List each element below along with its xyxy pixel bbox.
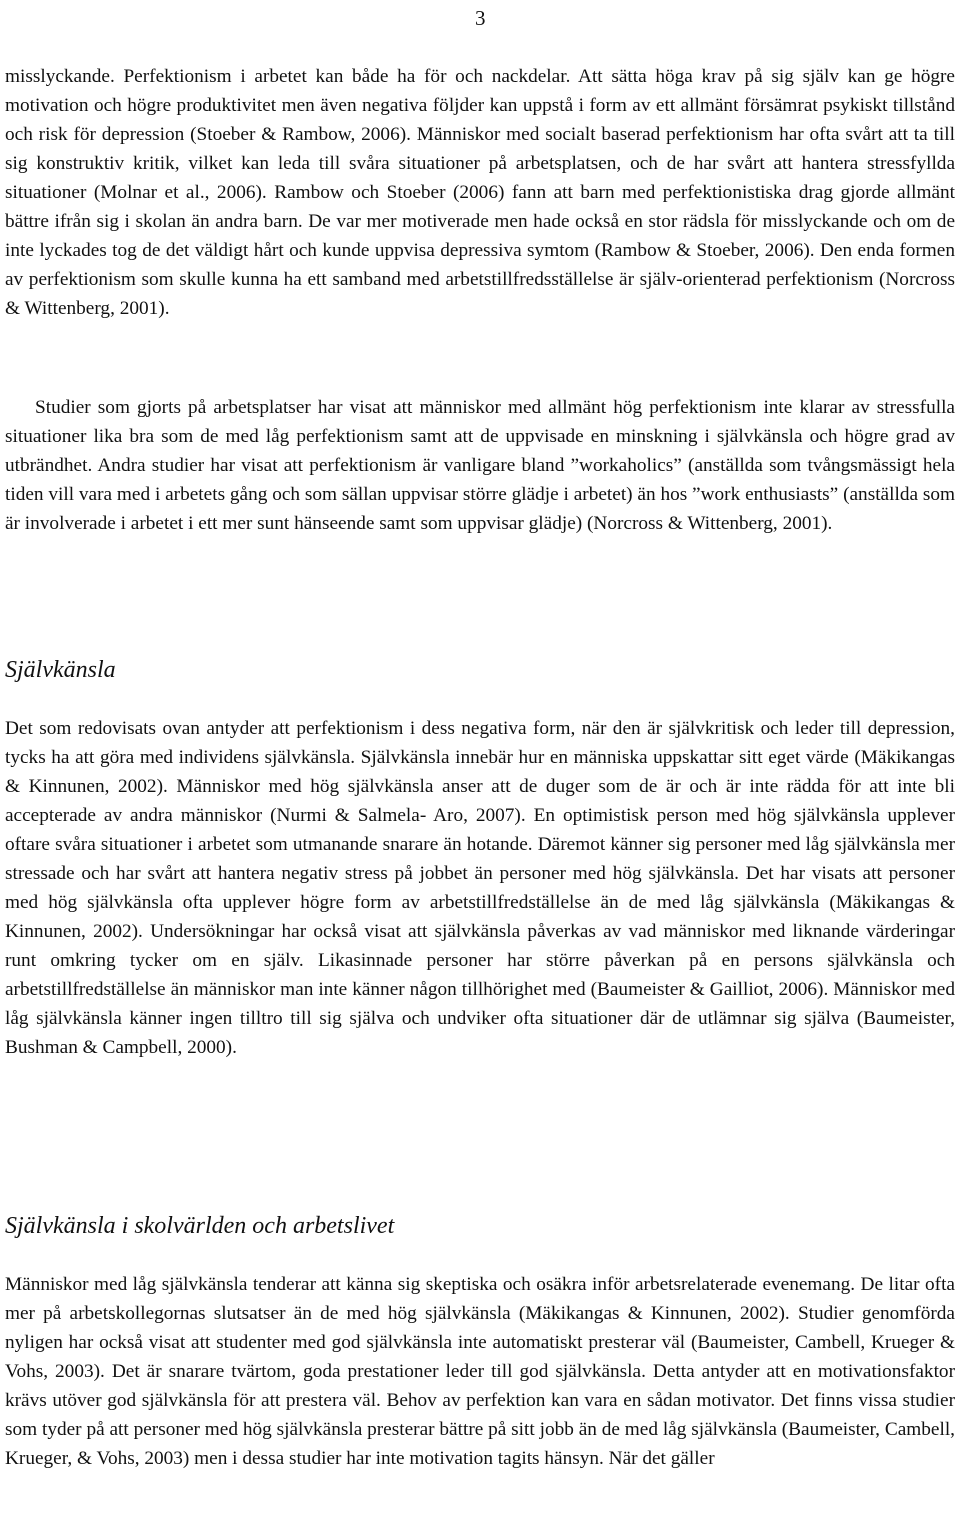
body-paragraph: Människor med låg självkänsla tenderar att känna sig skeptiska och osäkra inför arbetsrelaterade evenemang. De litar ofta mer på arbetskollegornas slutsatser än de med hög självkänsla (Mäkikangas & Kinnunen, 2002). Studier genomförda nyligen har också visat att studenter med god självkänsla inte automatiskt presterar väl (Baumeister, Cambell, Krueger & Vohs, 2003). Det är snarare tvärtom, goda prestationer leder till god självkänsla. Detta antyder att en motivationsfaktor krävs utöver god självkänsla för att prestera väl. Behov av perfektion kan vara en sådan motivator. Det finns vissa studier som tyder på att personer med hög självkänsla presterar bättre på sitt jobb än de med låg självkänsla (Baumeister, Cambell, Krueger, & Vohs, 2003) men i dessa studier har inte motivation tagits hänsyn. När det gäller — [5, 1274, 955, 1469]
section-heading: Självkänsla — [5, 657, 116, 683]
body-paragraph: Studier som gjorts på arbetsplatser har visat att människor med allmänt hög perfektionism inte klarar av stressfulla situationer lika bra som de med låg perfektionism samt att de uppvisade en minskning i självkänsla och högre grad av utbrändhet. Andra studier har visat att perfektionism är vanligare bland ”workaholics” (anställda som tvångsmässigt hela tiden vill vara med i arbetets gång och som sällan uppvisar större glädje i arbetet) än hos ”work enthusiasts” (anställda som är involverade i arbetet i ett mer sunt hänseende samt som uppvisar glädje) (Norcross & Wittenberg, 2001). — [5, 397, 955, 534]
body-paragraph: Det som redovisats ovan antyder att perfektionism i dess negativa form, när den är självkritisk och leder till depression, tycks ha att göra med individens självkänsla. Självkänsla innebär hur en människa uppskattar sitt eget värde (Mäkikangas & Kinnunen, 2002). Människor med hög självkänsla anser att de duger som de är och är inte rädda för att inte bli accepterade av andra människor (Nurmi & Salmela- Aro, 2007). En optimistisk person med hög självkänsla upplever oftare svåra situationer i arbetet som utmanande snarare än hotande. Däremot känner sig personer med låg självkänsla mer stressade och har svårt att hantera negativ stress på jobbet än personer med hög självkänsla. Det har visats att personer med hög självkänsla ofta upplever högre form av arbetstillfredställelse än de med låg självkänsla (Mäkikangas & Kinnunen, 2002). Undersökningar har också visat att självkänsla påverkas av vad människor med liknande värderingar runt omkring tycker om en själv. Likasinnade personer har större påverkan på en persons självkänsla och arbetstillfredställelse än människor man inte känner någon tillhörighet med (Baumeister & Gailliot, 2006). Människor med låg självkänsla känner ingen tilltro till sig själva och undviker ofta situationer där de utlämnar sig själva (Baumeister, Bushman & Campbell, 2000). — [5, 718, 955, 1058]
body-paragraph: misslyckande. Perfektionism i arbetet kan både ha för och nackdelar. Att sätta höga krav på sig själv kan ge högre motivation och högre produktivitet men även negativa följder kan uppstå i form av ett allmänt försämrat psykiskt tillstånd och risk för depression (Stoeber & Rambow, 2006). Människor med socialt baserad perfektionism har ofta svårt att ta till sig konstruktiv kritik, vilket kan leda till svåra situationer på arbetsplatsen, och de har svårt att hantera stressfyllda situationer (Molnar et al., 2006). Rambow och Stoeber (2006) fann att barn med perfektionistiska drag gjorde allmänt bättre ifrån sig i skolan än andra barn. De var mer motiverade men hade också en stor rädsla för misslyckande och om de inte lyckades tog de det väldigt hårt och kunde uppvisa depressiva symtom (Rambow & Stoeber, 2006). Den enda formen av perfektionism som skulle kunna ha ett samband med arbetstillfredsställelse är själv-orienterad perfektionism (Norcross & Wittenberg, 2001). — [5, 66, 955, 319]
section-heading: Självkänsla i skolvärlden och arbetslivet — [5, 1213, 395, 1239]
page-number: 3 — [475, 6, 486, 30]
